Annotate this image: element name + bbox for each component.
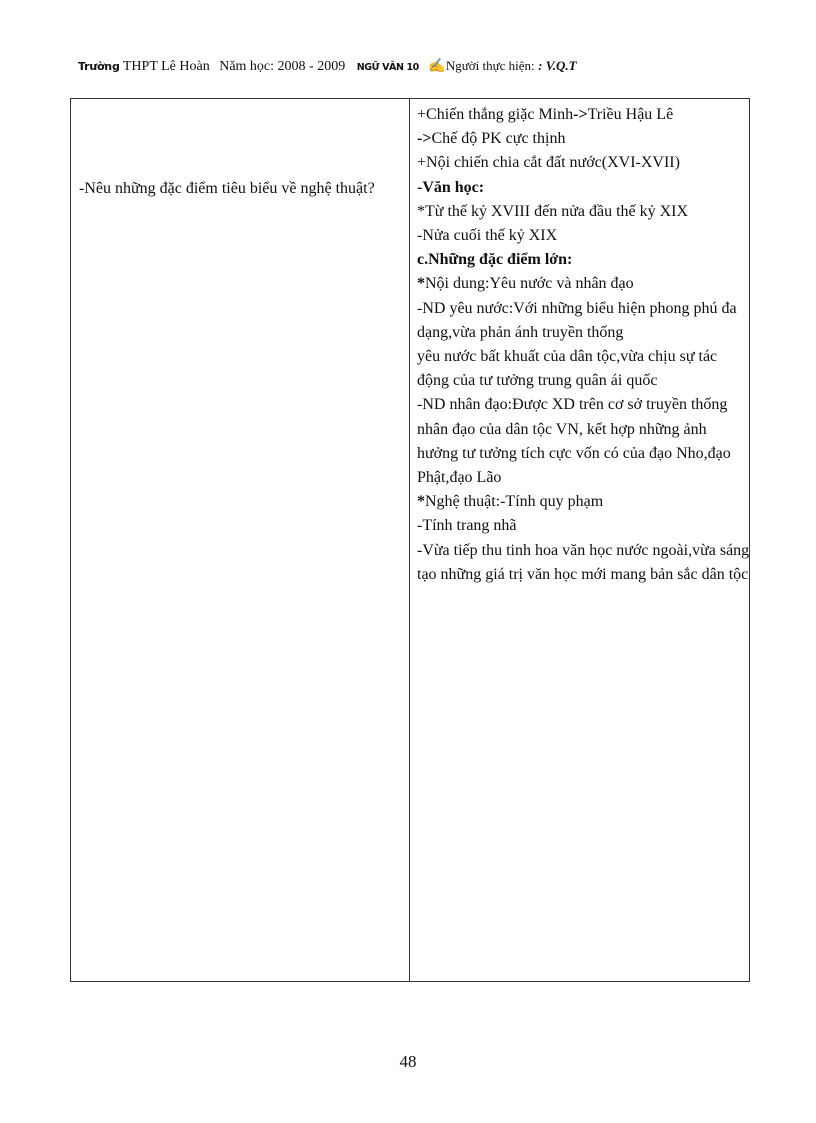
answer-line: yêu nước bất khuất của dân tộc,vừa chịu sự tác động của tư tưởng trung quân ái quốc bbox=[417, 348, 718, 390]
answer-line: +Nội chiến chia cắt đất nước(XVI-XVII) bbox=[417, 154, 680, 172]
answer-heading: c.Những đặc điểm lớn: bbox=[417, 251, 573, 269]
lesson-table bbox=[70, 98, 750, 982]
answer-cell bbox=[417, 103, 751, 587]
answer-line: *Nghệ thuật:-Tính quy phạm bbox=[417, 493, 604, 511]
answer-line: *Nội dung:Yêu nước và nhân đạo bbox=[417, 275, 634, 293]
pen-icon: ✍ bbox=[428, 59, 446, 74]
subject-title: NGỮ VĂN 10 bbox=[356, 62, 419, 73]
answer-line: -ND yêu nước:Với những biểu hiện phong phú đa dạng,vừa phản ánh truyền thống bbox=[417, 299, 737, 341]
teacher-label: Người thực hiện: bbox=[445, 58, 535, 73]
question-cell bbox=[79, 177, 404, 200]
teacher-initials: : V.Q.T bbox=[538, 58, 577, 73]
answer-line: -ND nhân đạo:Được XD trên cơ sở truyền thống nhân đạo của dân tộc VN, kết hợp những ảnh hưởng tư tưởng tích cực vốn có của đạo Nho,đạo Phật,đạo Lão bbox=[417, 396, 731, 487]
page-header bbox=[78, 54, 778, 78]
school-year: Năm học: 2008 - 2009 bbox=[219, 59, 346, 74]
school-name: THPT Lê Hoàn bbox=[122, 59, 210, 74]
answer-line: ->Chế độ PK cực thịnh bbox=[417, 130, 566, 148]
answer-line: -Nửa cuối thế kỷ XIX bbox=[417, 227, 558, 245]
column-divider bbox=[409, 99, 410, 981]
answer-line: -Vừa tiếp thu tinh hoa văn học nước ngoài,vừa sáng tạo những giá trị văn học mới mang bản sắc dân tộc bbox=[417, 541, 750, 583]
page-number: 48 bbox=[399, 1052, 417, 1071]
answer-heading: -Văn học: bbox=[417, 178, 485, 196]
school-label: Trường bbox=[78, 60, 120, 73]
question-text: -Nêu những đặc điểm tiêu biểu về nghệ thuật? bbox=[79, 180, 375, 197]
answer-line: +Chiến thắng giặc Minh->Triều Hậu Lê bbox=[417, 106, 674, 123]
answer-line: -Tính trang nhã bbox=[417, 517, 517, 535]
answer-line: *Từ thế kỷ XVIII đến nửa đầu thế kỷ XIX bbox=[417, 202, 689, 220]
